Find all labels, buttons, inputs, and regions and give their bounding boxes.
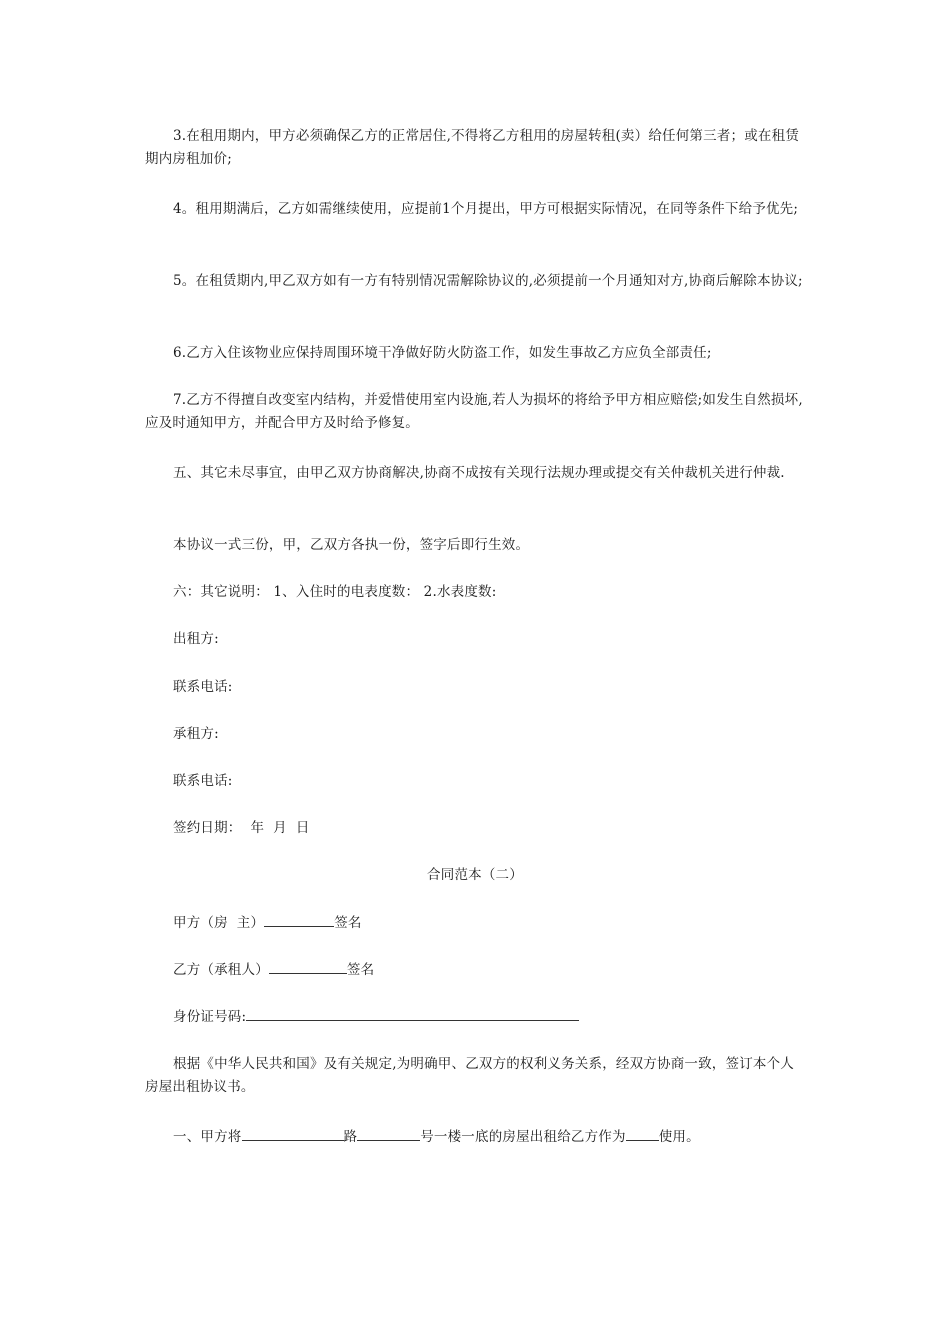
road-blank [242,1126,344,1141]
clause-one-line [173,1126,700,1149]
party-b-blank [269,959,347,974]
number-blank [357,1126,420,1141]
clause-5-paragraph: 5。在租赁期内,甲乙双方如有一方有特别情况需解除协议的,必须提前一个月通知对方,协商后解除本协议; [173,273,803,289]
usage-blank [626,1126,659,1141]
clause-6-paragraph: 6.乙方入住该物业应保持周围环境干净做好防火防盗工作，如发生事故乙方应负全部责任; [173,345,712,361]
party-a-label: 甲方（房 主） [173,915,265,931]
party-a-line [173,912,362,935]
lessor-label: 出租方: [173,631,219,647]
party-b-line [173,959,374,982]
party-a-sign-label: 签名 [334,915,362,931]
lessee-label: 承租方: [173,726,219,742]
id-number-blank [246,1006,579,1021]
section-title: 合同范本（二） [427,867,523,883]
lessee-phone-label: 联系电话: [173,773,233,789]
party-a-blank [264,912,334,927]
party-b-sign-label: 签名 [346,962,375,978]
sign-date-label: 签约日期： 年 月 日 [173,820,310,836]
id-number-line [173,1006,579,1029]
clause-3-paragraph: 3.在租用期内，甲方必须确保乙方的正常居住,不得将乙方租用的房屋转租(卖）给任何第三者；或在租赁期内房租加价; [145,128,800,167]
other-notes-paragraph: 六：其它说明： 1、入住时的电表度数： 2.水表度数: [173,584,497,600]
clause-one-start: 一、甲方将 [173,1129,242,1145]
clause-4-paragraph: 4。租用期满后，乙方如需继续使用，应提前1个月提出，甲方可根据实际情况，在同等条件下给予优先; [173,201,799,217]
clause-five-paragraph: 五、其它未尽事宜，由甲乙双方协商解决,协商不成按有关现行法规办理或提交有关仲裁机关进行仲裁. [173,465,785,481]
clause-7-paragraph: 7.乙方不得擅自改变室内结构，并爱惜使用室内设施,若人为损坏的将给予甲方相应赔偿;如发生自然损坏,应及时通知甲方，并配合甲方及时给予修复。 [145,392,803,431]
id-number-label: 身份证号码: [173,1009,247,1025]
intro-paragraph: 根据《中华人民共和国》及有关规定,为明确甲、乙双方的权利义务关系，经双方协商一致，签订本个人房屋出租协议书。 [145,1056,794,1095]
clause-one-end: 使用。 [658,1129,700,1145]
party-b-label: 乙方（承租人） [173,962,269,978]
clause-one-middle: 号一楼一底的房屋出租给乙方作为 [420,1129,626,1145]
lessor-phone-label: 联系电话: [173,679,233,695]
copies-paragraph: 本协议一式三份，甲，乙双方各执一份，签字后即行生效。 [173,537,530,553]
road-label: 路 [343,1129,358,1145]
